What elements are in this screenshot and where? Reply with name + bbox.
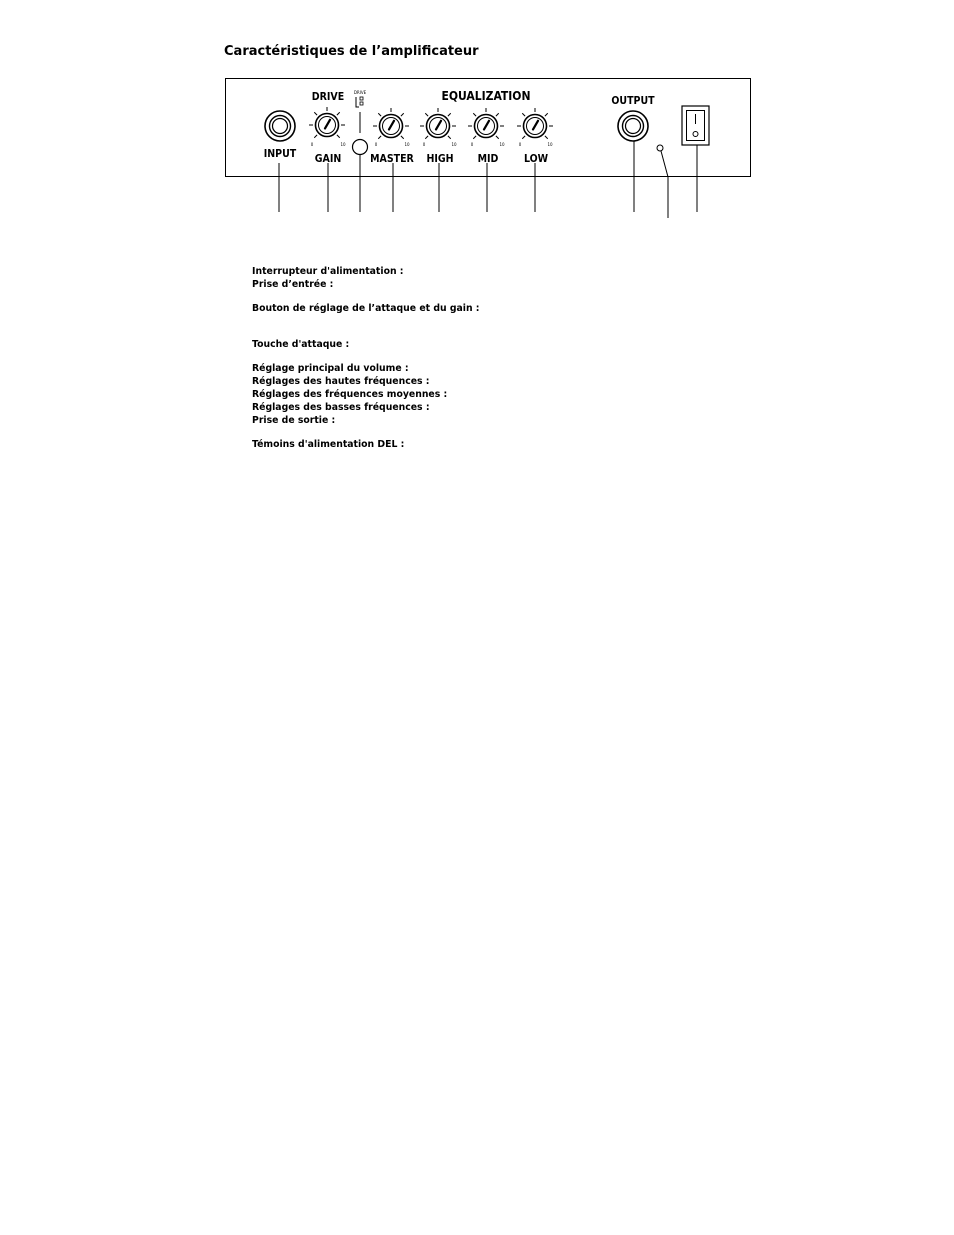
- page-title: Caractéristiques de l’amplificateur: [224, 44, 479, 59]
- legend-item: Prise de sortie :: [252, 415, 336, 426]
- master-scale-min: 0: [374, 142, 378, 147]
- mid-scale-min: 0: [470, 142, 474, 147]
- mid-label: MID: [477, 153, 499, 165]
- input-jack: [265, 111, 295, 141]
- drive-label: DRIVE: [311, 91, 345, 103]
- mid-scale-max: 10: [499, 142, 505, 147]
- amplifier-panel-diagram: [0, 0, 954, 230]
- output-label: OUTPUT: [611, 95, 655, 107]
- power-switch: [682, 106, 709, 145]
- high-knob: [420, 108, 456, 139]
- low-knob: [517, 108, 553, 139]
- output-jack: [618, 111, 648, 141]
- master-scale-max: 10: [404, 142, 410, 147]
- high-scale-max: 10: [451, 142, 457, 147]
- master-knob: [373, 108, 409, 139]
- drive-switch-label: DRIVE: [353, 90, 367, 95]
- legend-item: Interrupteur d'alimentation :: [252, 266, 404, 277]
- power-led: [657, 145, 663, 151]
- legend-item: Réglages des basses fréquences :: [252, 402, 430, 413]
- gain-label: GAIN: [314, 153, 342, 165]
- legend-item: Témoins d'alimentation DEL :: [252, 439, 405, 450]
- low-scale-min: 0: [518, 142, 522, 147]
- high-label: HIGH: [426, 153, 454, 165]
- mid-knob: [468, 108, 504, 139]
- legend-item: Réglages des fréquences moyennes :: [252, 389, 448, 400]
- low-label: LOW: [523, 153, 549, 165]
- low-scale-max: 10: [547, 142, 553, 147]
- gain-scale-min: 0: [310, 142, 314, 147]
- legend-item: Bouton de réglage de l’attaque et du gain :: [252, 303, 480, 314]
- gain-knob: [309, 107, 345, 138]
- drive-switch-indicator: [356, 97, 363, 133]
- gain-scale-max: 10: [340, 142, 346, 147]
- legend-item: Réglage principal du volume :: [252, 363, 409, 374]
- legend-item: Prise d’entrée :: [252, 279, 334, 290]
- legend-item: Touche d'attaque :: [252, 339, 350, 350]
- high-scale-min: 0: [422, 142, 426, 147]
- equalization-label: EQUALIZATION: [441, 89, 531, 103]
- input-label: INPUT: [263, 148, 297, 160]
- master-label: MASTER: [370, 153, 414, 165]
- legend-item: Réglages des hautes fréquences :: [252, 376, 430, 387]
- drive-button: [353, 140, 368, 155]
